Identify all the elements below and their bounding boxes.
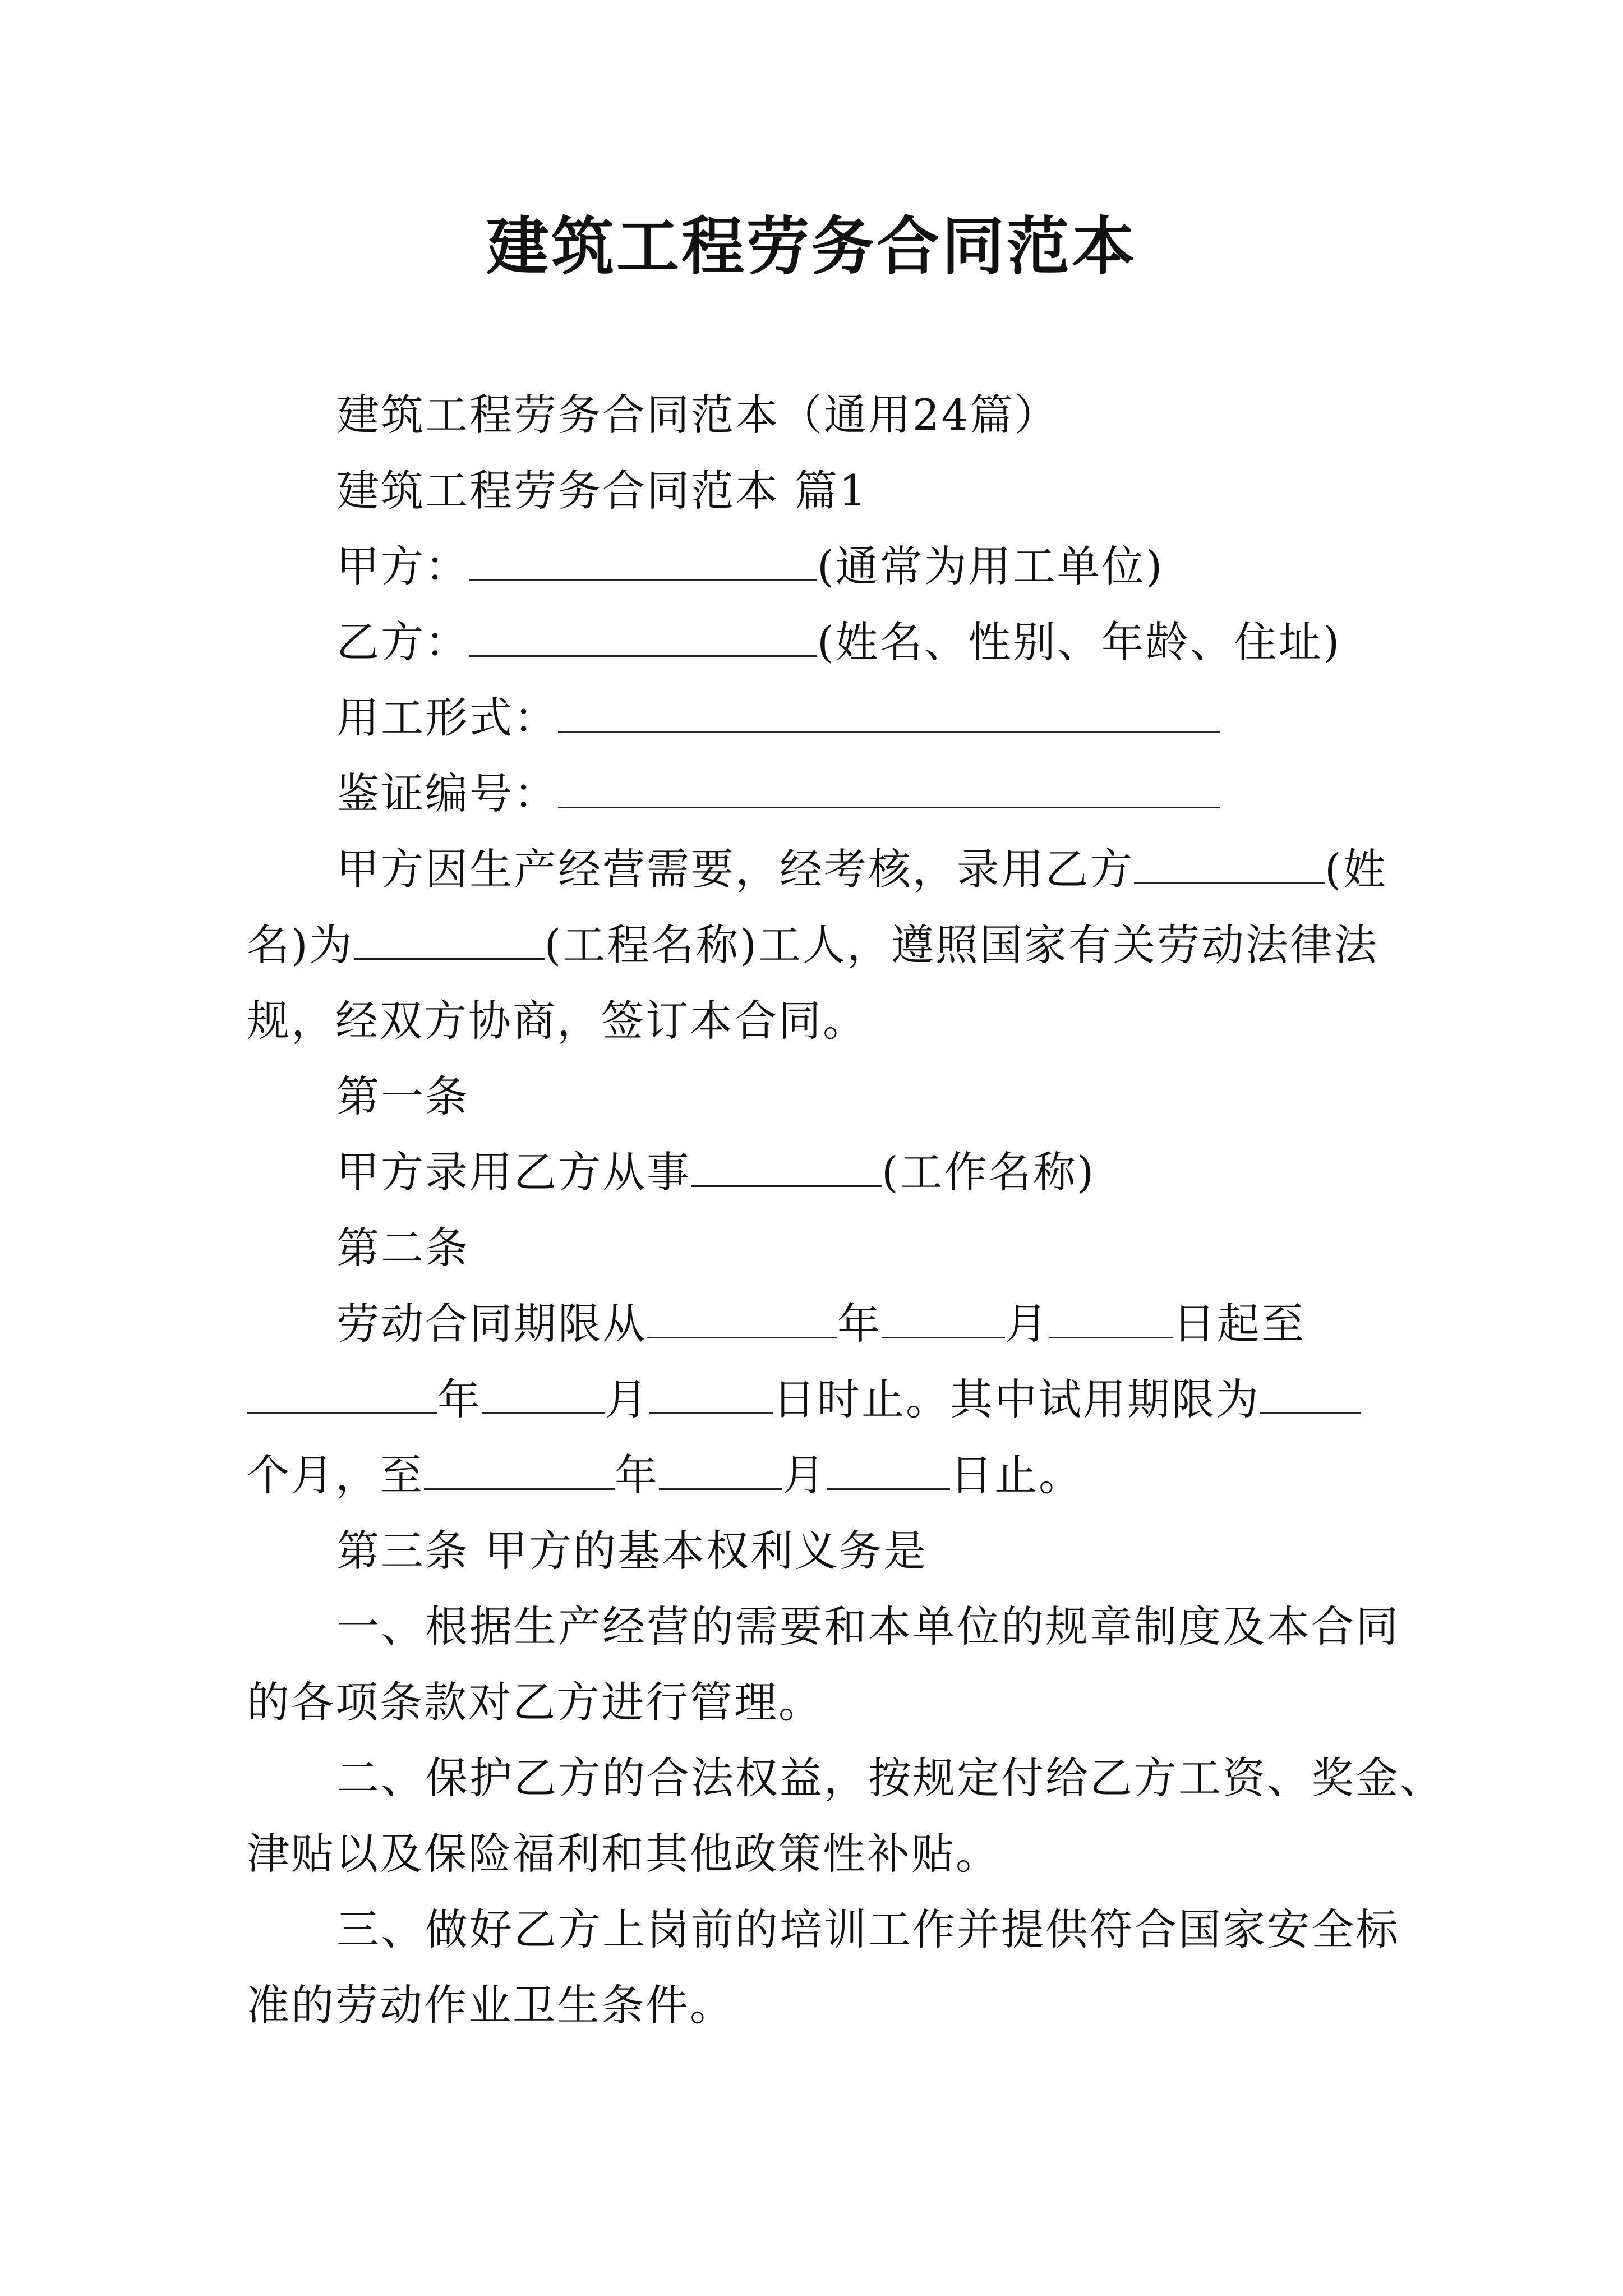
project-name-blank[interactable]	[354, 924, 545, 960]
party-b-label: 乙方：	[336, 617, 469, 667]
article-text: 劳动合同期限从	[336, 1299, 647, 1349]
article-text: 一、根据生产经营的需要和本单位的规章制度及本合同	[336, 1602, 1400, 1651]
name-blank[interactable]	[1134, 849, 1325, 884]
article-text: 年	[615, 1450, 659, 1500]
party-b-line	[336, 614, 1341, 670]
article-3-item-2	[247, 1826, 1000, 1882]
article-2-text	[247, 1447, 1083, 1503]
article-2-text	[336, 1296, 1306, 1352]
paragraph-text: 名)为	[247, 920, 354, 970]
party-b-note: (姓名、性别、年龄、住址)	[817, 617, 1341, 667]
article-3-item-2	[336, 1750, 1444, 1806]
end-day-blank[interactable]	[649, 1379, 773, 1414]
article-text: 年	[837, 1299, 882, 1349]
start-day-blank[interactable]	[1049, 1303, 1173, 1338]
article-3-item-3	[247, 1977, 734, 2033]
employment-form-blank[interactable]	[558, 697, 1220, 733]
document-title: 建筑工程劳务合同范本	[486, 210, 1137, 283]
verification-number-blank[interactable]	[558, 773, 1220, 808]
probation-end-day-blank[interactable]	[827, 1455, 950, 1490]
verification-number-line	[336, 766, 1220, 822]
paragraph-line	[336, 841, 1387, 898]
article-text: 日时止。其中试用期限为	[773, 1374, 1260, 1424]
paragraph-line	[247, 993, 867, 1049]
paragraph-text: 规，经双方协商，签订本合同。	[247, 996, 867, 1046]
article-text: 日起至	[1173, 1299, 1306, 1349]
article-text: 日止。	[950, 1450, 1083, 1500]
party-a-note: (通常为用工单位)	[817, 541, 1164, 591]
article-text: (工作名称)	[882, 1147, 1096, 1197]
article-1-heading	[336, 1069, 469, 1125]
article-text: 二、保护乙方的合法权益，按规定付给乙方工资、奖金、	[336, 1753, 1444, 1803]
paragraph-text: (姓	[1325, 844, 1387, 894]
article-3-item-1	[336, 1599, 1400, 1655]
article-3-heading	[336, 1523, 928, 1579]
subtitle-line	[336, 387, 1059, 443]
end-year-blank[interactable]	[247, 1379, 437, 1414]
party-a-line	[336, 539, 1164, 595]
probation-months-blank[interactable]	[1260, 1379, 1361, 1414]
article-text: 月	[1005, 1299, 1049, 1349]
paragraph-line	[247, 917, 1378, 973]
article-text: 月	[782, 1450, 827, 1500]
employment-form-line	[336, 690, 1220, 746]
article-text: 的各项条款对乙方进行管理。	[247, 1677, 823, 1727]
party-a-label: 甲方：	[336, 541, 469, 591]
employment-form-label: 用工形式：	[336, 693, 558, 743]
article-text: 津贴以及保险福利和其他政策性补贴。	[247, 1829, 1000, 1879]
article-heading-text: 第三条 甲方的基本权利义务是	[336, 1526, 928, 1576]
article-2-text	[247, 1372, 1361, 1428]
article-text: 三、做好乙方上岗前的培训工作并提供符合国家安全标	[336, 1904, 1400, 1954]
article-text: 甲方录用乙方从事	[336, 1147, 691, 1197]
article-heading-text: 第二条	[336, 1223, 469, 1273]
paragraph-text: 甲方因生产经营需要，经考核，录用乙方	[336, 844, 1134, 894]
party-a-blank[interactable]	[469, 546, 817, 581]
article-3-item-1	[247, 1674, 823, 1731]
section-heading	[336, 463, 868, 519]
article-text: 年	[437, 1374, 482, 1424]
article-text: 月	[605, 1374, 649, 1424]
article-heading-text: 第一条	[336, 1071, 469, 1121]
article-1-text	[336, 1144, 1095, 1200]
article-2-heading	[336, 1220, 469, 1276]
article-text: 个月，至	[247, 1450, 424, 1500]
start-month-blank[interactable]	[882, 1303, 1005, 1338]
subtitle-text: 建筑工程劳务合同范本（通用24篇）	[336, 390, 1059, 440]
section-heading-text: 建筑工程劳务合同范本 篇1	[336, 466, 868, 516]
party-b-blank[interactable]	[469, 622, 817, 657]
article-text: 准的劳动作业卫生条件。	[247, 1980, 734, 2030]
start-year-blank[interactable]	[647, 1303, 837, 1338]
paragraph-text: (工程名称)工人，遵照国家有关劳动法律法	[544, 920, 1378, 970]
probation-end-month-blank[interactable]	[659, 1455, 782, 1490]
verification-number-label: 鉴证编号：	[336, 769, 558, 818]
article-3-item-3	[336, 1902, 1400, 1958]
probation-end-year-blank[interactable]	[424, 1455, 615, 1490]
end-month-blank[interactable]	[482, 1379, 605, 1414]
job-title-blank[interactable]	[691, 1152, 882, 1187]
